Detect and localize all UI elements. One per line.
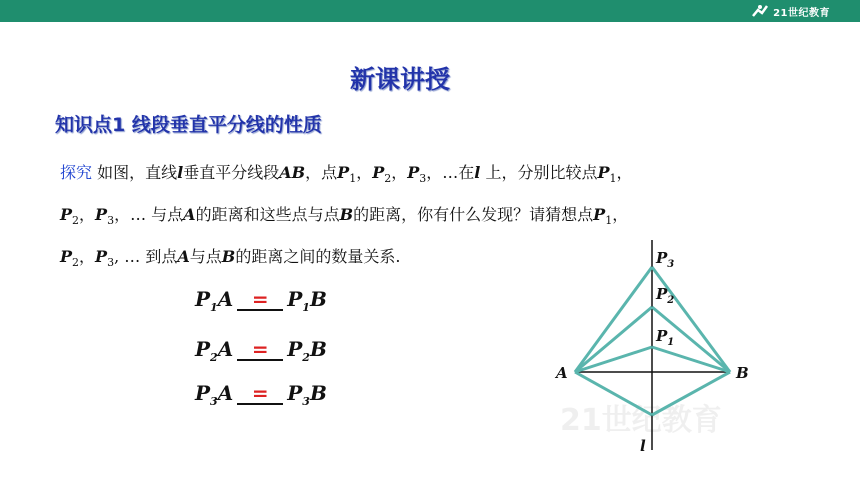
- seg-p3-b: [652, 267, 730, 372]
- seg-a-p3: [575, 267, 652, 372]
- label-p3: $P_3$: [656, 249, 675, 270]
- seg-a-p1: [575, 347, 652, 372]
- logo: [751, 3, 830, 19]
- paragraph-line-3: $P_2$，$P_3$, … 到点A与点B的距离之间的数量关系.: [60, 247, 401, 270]
- answer-blank[interactable]: =: [237, 289, 283, 311]
- equation-2: $P_2A = P_2B$: [195, 337, 327, 364]
- label-p1: $P_1$: [656, 327, 675, 348]
- label-l: l: [640, 437, 646, 455]
- answer-blank[interactable]: =: [237, 383, 283, 405]
- page-title: 新课讲授: [349, 65, 450, 94]
- paragraph-line-1: 探究 如图，直线l垂直平分线段AB，点$P_1$，$P_2$，$P_3$，…在l 上，分别比较点$P_1$，: [60, 163, 633, 186]
- answer-blank[interactable]: =: [237, 339, 283, 361]
- explore-tag: 探究: [60, 163, 93, 182]
- logo-text: 21世纪教育: [773, 7, 830, 19]
- label-p2: $P_2$: [656, 285, 675, 306]
- top-bar: [0, 0, 860, 22]
- knowledge-point-title: 知识点1 线段垂直平分线的性质: [55, 114, 322, 136]
- perpendicular-bisector-diagram: [540, 235, 780, 460]
- equation-3: $P_3A = P_3B$: [195, 381, 327, 408]
- seg-bottom-b: [652, 372, 730, 415]
- label-b: B: [736, 364, 749, 382]
- label-a: A: [556, 364, 568, 382]
- paragraph-line-2: $P_2$，$P_3$，… 与点A的距离和这些点与点B的距离，你有什么发现？请猜想点$P_1$，: [60, 205, 629, 228]
- seg-a-bottom: [575, 372, 652, 415]
- runner-logo-icon: [751, 4, 769, 18]
- seg-p1-b: [652, 347, 730, 372]
- seg-a-p2: [575, 307, 652, 372]
- equation-1: $P_1A = P_1B$: [195, 287, 327, 314]
- watermark: 21世纪教育: [560, 403, 722, 438]
